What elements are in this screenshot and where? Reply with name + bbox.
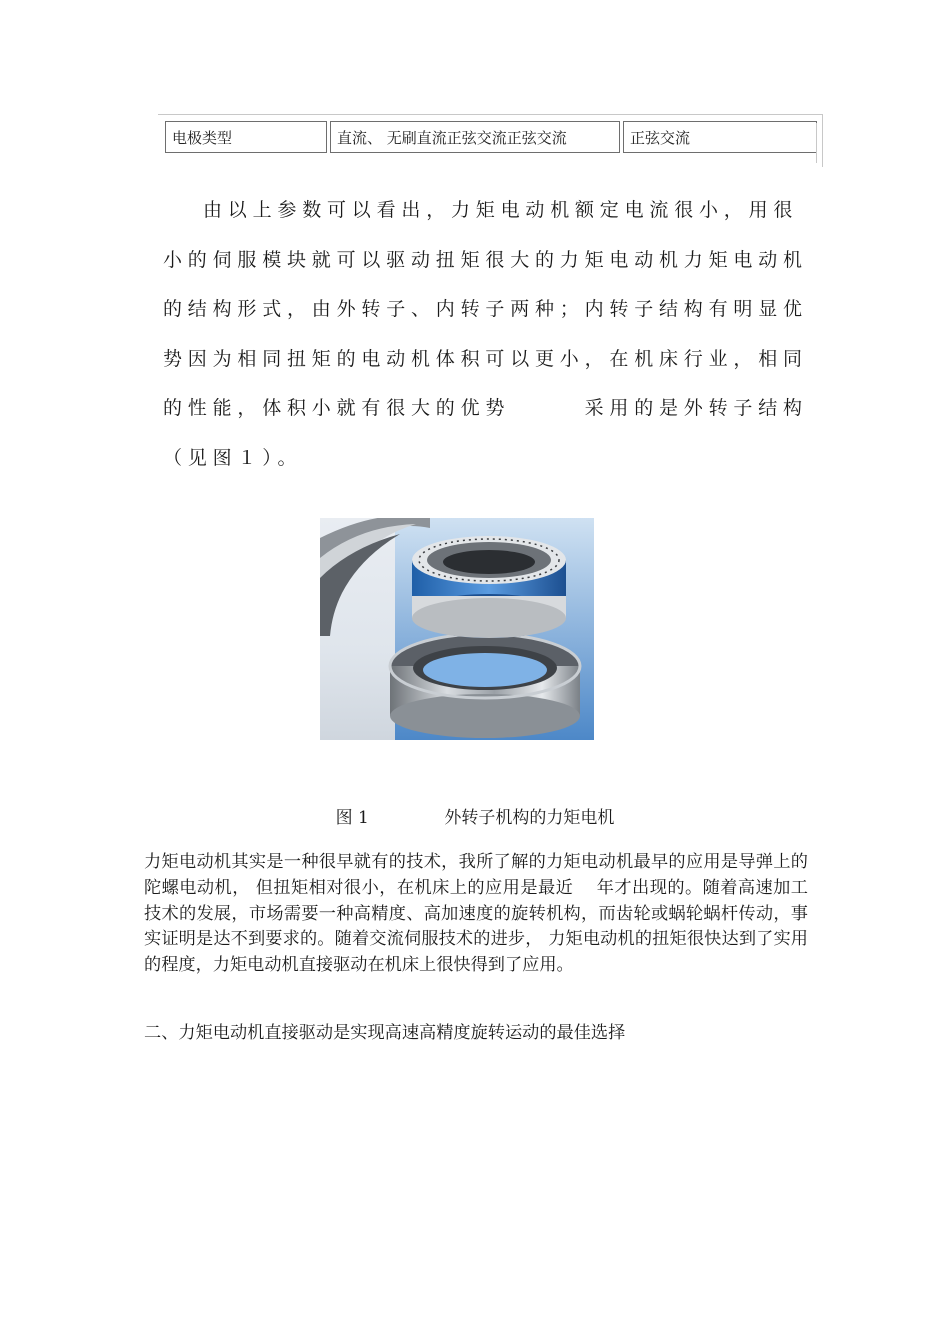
torque-motor-photo [320,518,594,740]
paragraph-line: 小的伺服模块就可以驱动扭矩很大的力矩电动机力矩电动机 [163,248,808,271]
paragraph-line: 势因为相同扭矩的电动机体积可以更小，在机床行业，相同 [163,347,808,370]
paragraph-line: 的结构形式，由外转子、内转子两种；内转子结构有明显优 [163,298,808,320]
paragraph-torque-motor-history: 力矩电动机其实是一种很早就有的技术，我所了解的力矩电动机最早的应用是导弹上的陀螺电动机， 但扭矩相对很小，在机床上的应用是最近 年才出现的。随着高速加工技术的发展，市场需要一种高精度、高加速度的旋转机构，而齿轮或蜗轮蜗杆传动，事实证明是达不到要求的。随着交流伺服技术的进步， 力矩电动机的扭矩很快达到了实用的程度，力矩电动机直接驱动在机床上很快得到了应用。 [144,852,808,976]
table-cell-current-types: 直流、 无刷直流正弦交流正弦交流 [330,121,620,153]
table-row [165,121,817,153]
table-edge-mark [816,123,817,163]
torque-motor-illustration [320,518,594,740]
figure-caption: 图 1 外转子机构的力矩电机 [335,808,615,828]
section-heading-direct-drive: 二、力矩电动机直接驱动是实现高速高精度旋转运动的最佳选择 [144,1023,626,1043]
paragraph-line: （见图１）。 [163,446,303,469]
parameter-table-frame [158,114,823,167]
table-cell-electrode-type: 电极类型 [165,121,327,153]
paragraph-line: 由以上参数可以看出，力矩电动机额定电流很小，用很 [203,199,799,221]
table-cell-sine-ac: 正弦交流 [623,121,817,153]
paragraph-line: 的性能，体积小就有很大的优势 采用的是外转子结构 [163,397,808,419]
paragraph-torque-motor-structure [163,186,808,483]
parameter-table [162,121,820,153]
